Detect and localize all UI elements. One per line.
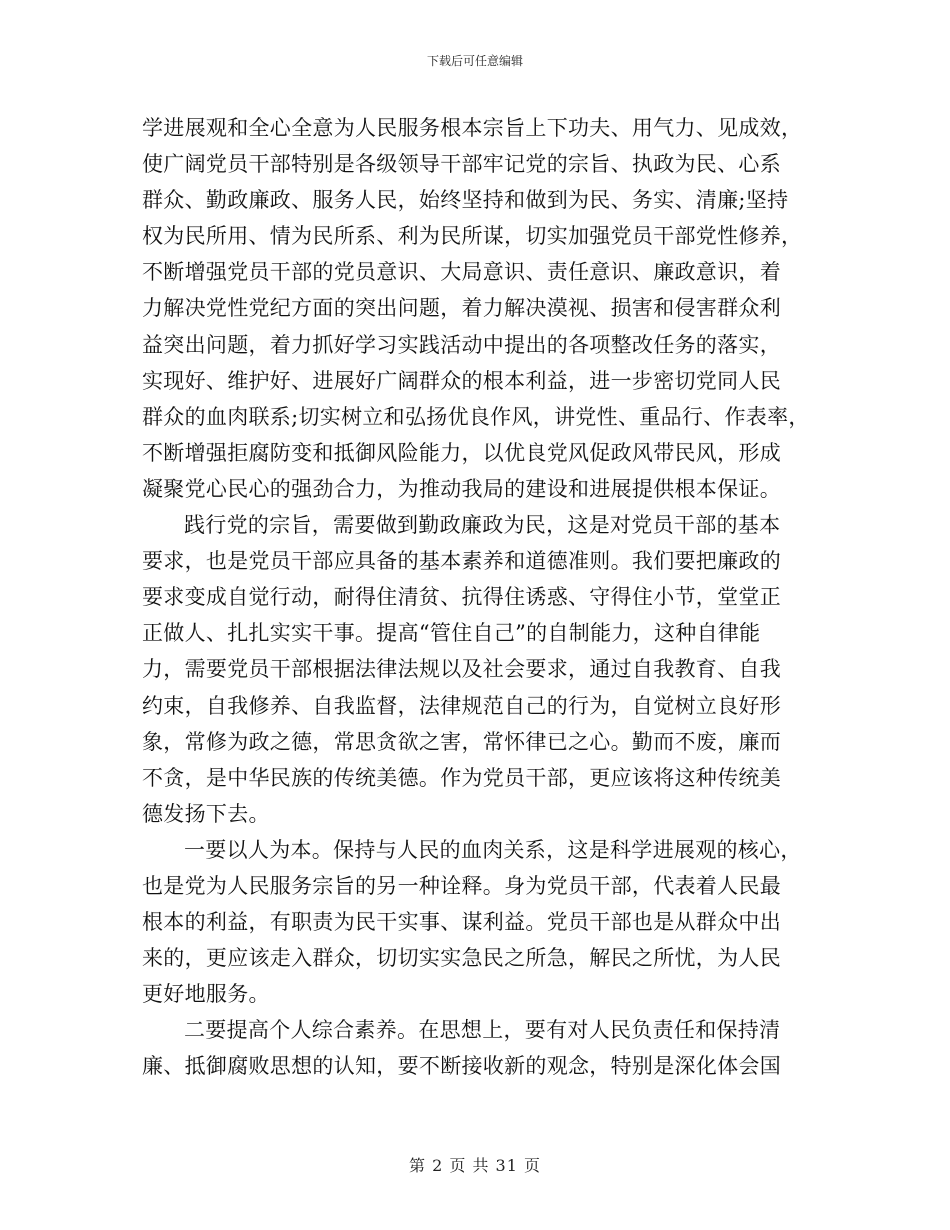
text-line: 实现好、维护好、进展好广阔群众的根本利益，进一步密切党同人民 xyxy=(142,368,781,393)
page-number-footer: 第 2 页 共 31 页 xyxy=(409,1156,541,1175)
text-line: 不贪，是中华民族的传统美德。作为党员干部，更应该将这种传统美 xyxy=(142,765,781,790)
text-line: 正做人、扎扎实实干事。提高“管住自己”的自制能力，这种自律能 xyxy=(142,621,761,646)
text-line: 也是党为人民服务宗旨的另一种诠释。身为党员干部，代表着人民最 xyxy=(142,873,781,898)
text-line: 权为民所用、情为民所系、利为民所谋，切实加强党员干部党性修养， xyxy=(142,224,803,249)
text-line: 益突出问题，着力抓好学习实践活动中提出的各项整改任务的落实， xyxy=(142,332,781,357)
text-line: 使广阔党员干部特别是各级领导干部牢记党的宗旨、执政为民、心系 xyxy=(142,152,781,177)
paragraph-first-line: 践行党的宗旨，需要做到勤政廉政为民，这是对党员干部的基本 xyxy=(184,513,781,538)
paragraph-first-line: 一要以人为本。保持与人民的血肉关系，这是科学进展观的核心， xyxy=(184,837,802,862)
text-line: 学进展观和全心全意为人民服务根本宗旨上下功夫、用气力、见成效， xyxy=(142,116,803,140)
text-line: 根本的利益，有职责为民干实事、谋利益。党员干部也是从群众中出 xyxy=(142,910,781,935)
text-line: 群众、勤政廉政、服务人民，始终坚持和做到为民、务实、清廉;坚持 xyxy=(142,188,789,213)
text-line: 不断增强拒腐防变和抵御风险能力，以优良党风促政风带民风，形成 xyxy=(142,440,781,465)
text-line: 不断增强党员干部的党员意识、大局意识、责任意识、廉政意识，着 xyxy=(142,260,781,285)
document-body xyxy=(142,110,822,1085)
text-line: 更好地服务。 xyxy=(142,982,270,1007)
page-header: 下载后可任意编辑 xyxy=(426,54,523,68)
text-line: 力解决党性党纪方面的突出问题，着力解决漠视、损害和侵害群众利 xyxy=(142,296,781,321)
text-line: 力，需要党员干部根据法律法规以及社会要求，通过自我教育、自我 xyxy=(142,657,781,682)
paragraph-first-line: 二要提高个人综合素养。在思想上，要有对人民负责任和保持清 xyxy=(184,1018,781,1043)
text-line: 要求，也是党员干部应具备的基本素养和道德准则。我们要把廉政的 xyxy=(142,549,781,574)
text-line: 德发扬下去。 xyxy=(142,801,270,826)
text-line: 象，常修为政之德，常思贪欲之害，常怀律已之心。勤而不废，廉而 xyxy=(142,729,781,754)
text-line: 来的，更应该走入群众，切切实实急民之所急，解民之所忧，为人民 xyxy=(142,946,781,971)
text-line: 凝聚党心民心的强劲合力，为推动我局的建设和进展提供根本保证。 xyxy=(142,476,781,501)
text-line: 要求变成自觉行动，耐得住清贫、抗得住诱惑、守得住小节，堂堂正 xyxy=(142,585,781,610)
text-line: 群众的血肉联系;切实树立和弘扬优良作风，讲党性、重品行、作表率， xyxy=(142,404,810,429)
text-line: 约束，自我修养、自我监督，法律规范自己的行为，自觉树立良好形 xyxy=(142,693,781,718)
text-line: 廉、抵御腐败思想的认知，要不断接收新的观念，特别是深化体会国 xyxy=(142,1054,781,1079)
